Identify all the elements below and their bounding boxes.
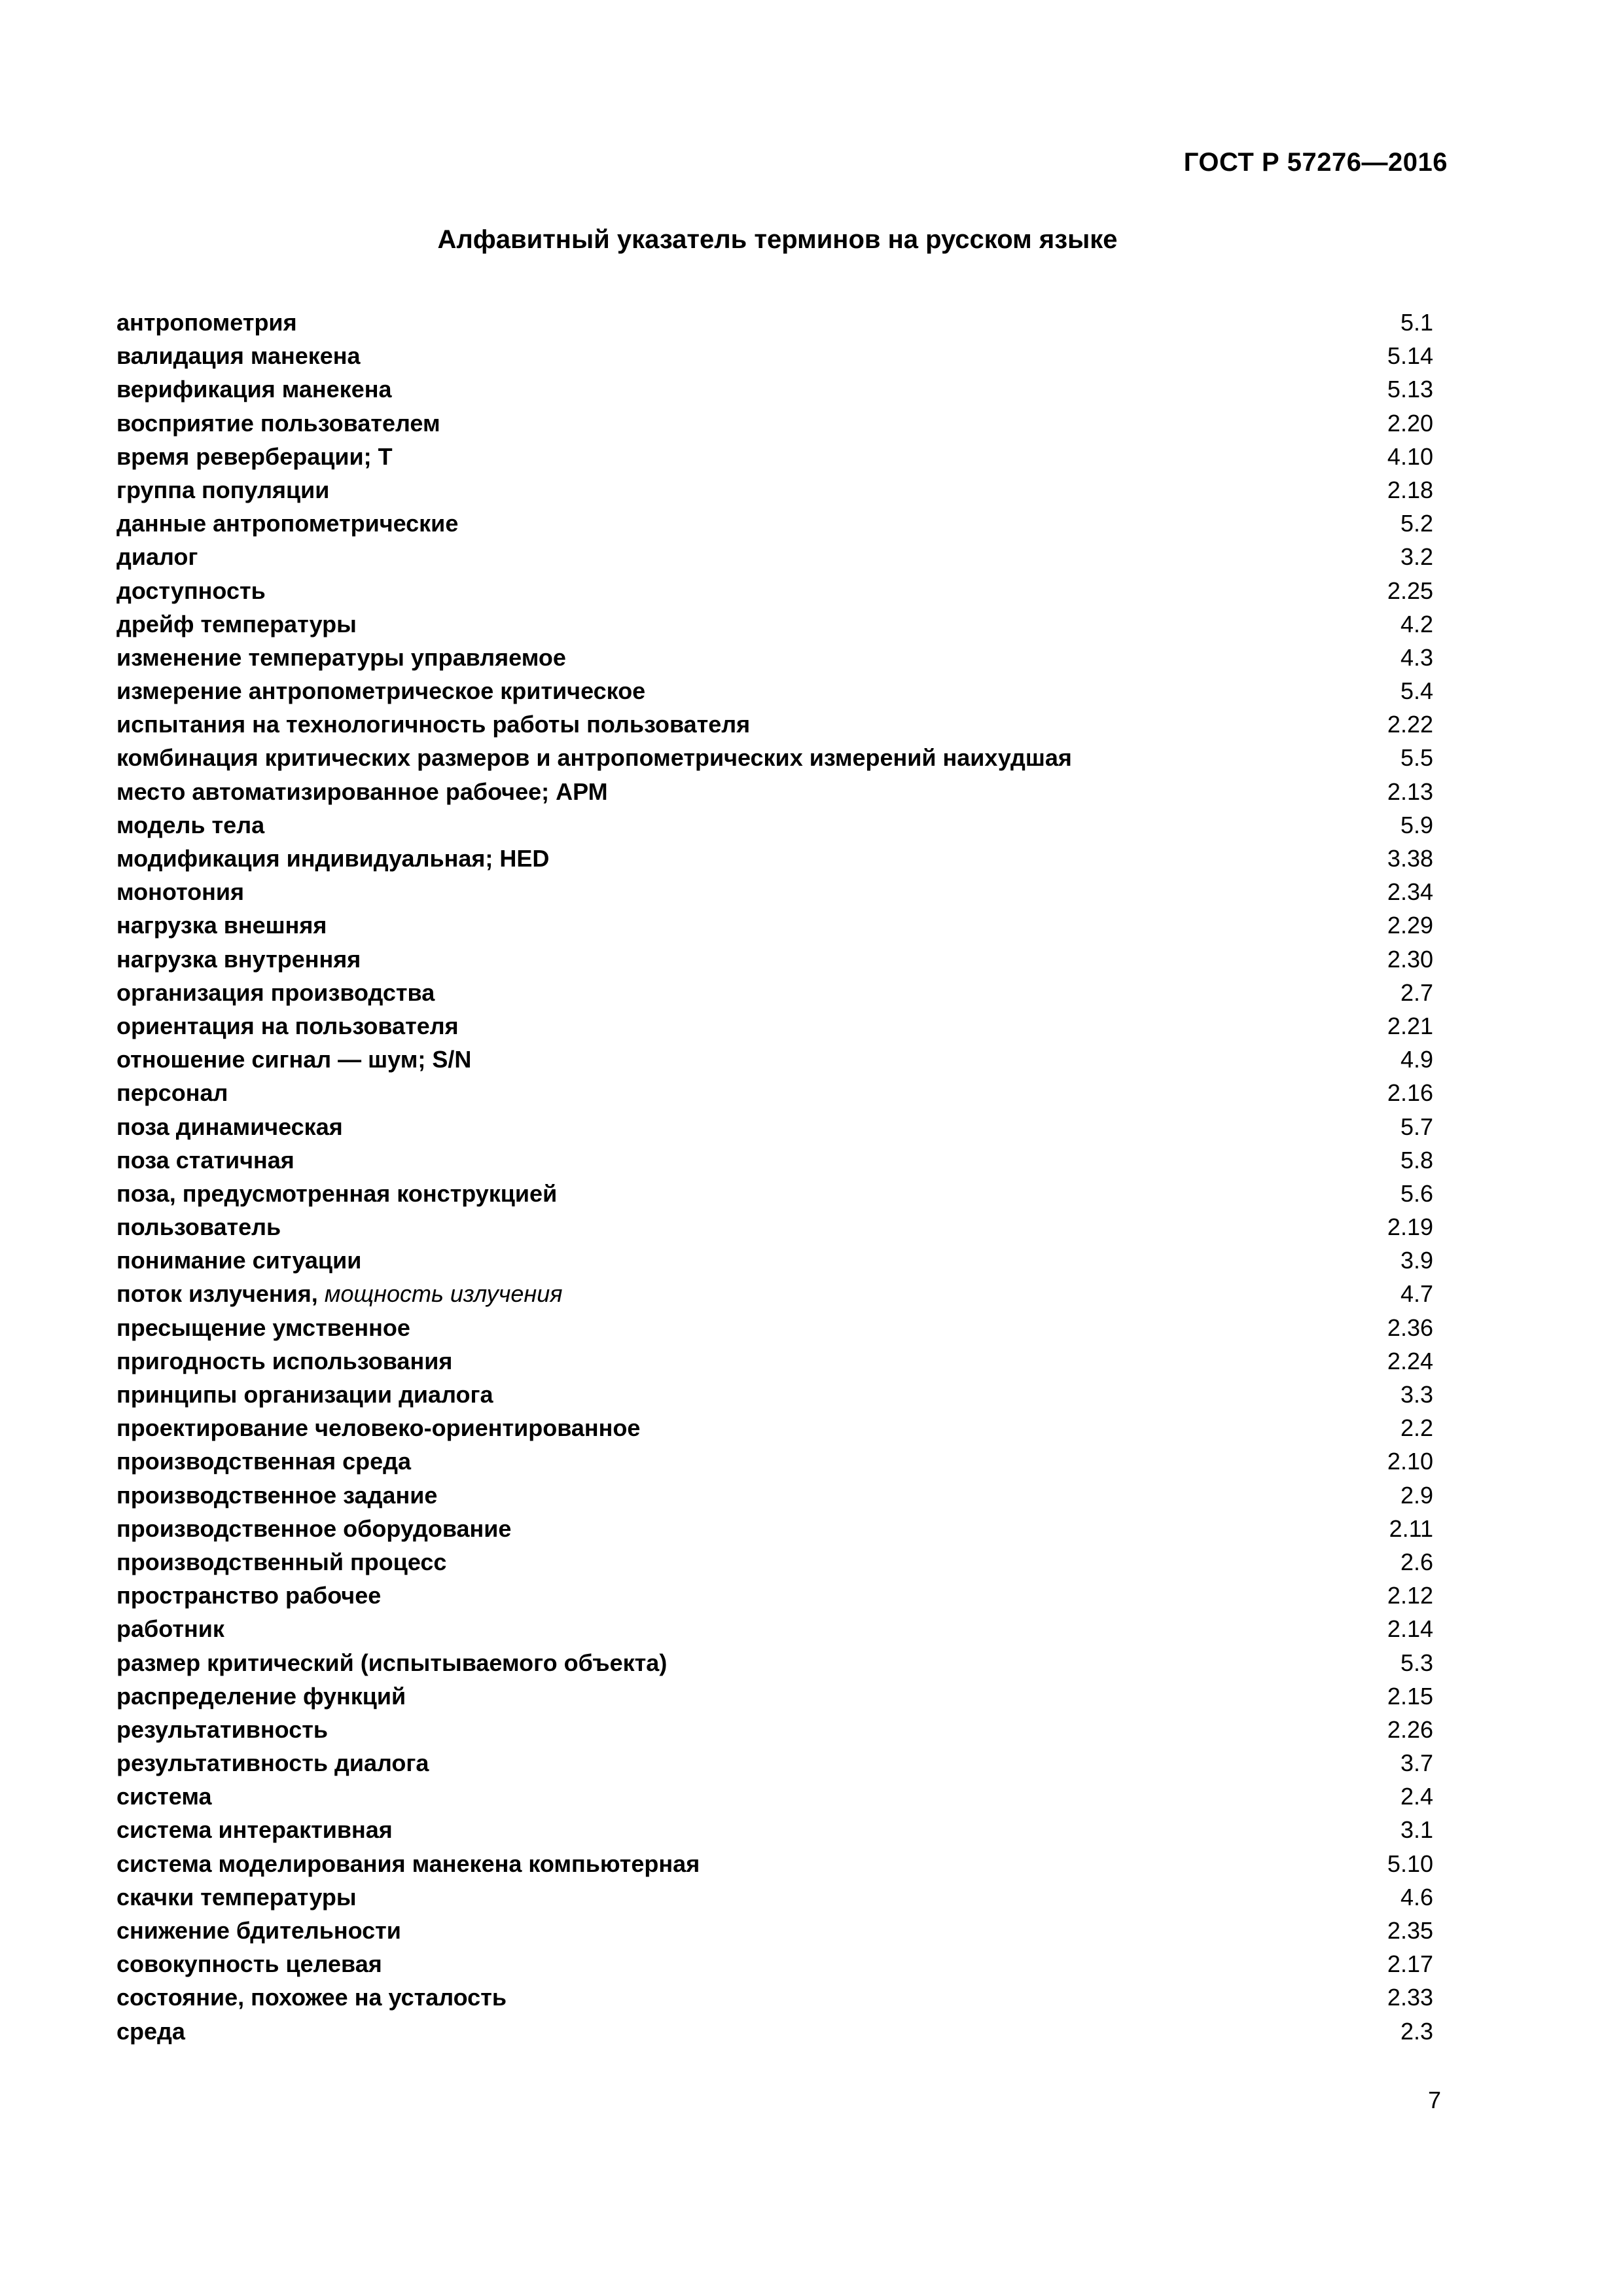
index-term-text: поза, предусмотренная конструкцией (116, 1179, 558, 1207)
index-reference: 2.33 (1387, 1984, 1433, 2011)
index-term (116, 406, 440, 440)
index-entry (116, 1813, 1433, 1846)
index-term (116, 1411, 640, 1444)
index-term-text: дрейф температуры (116, 610, 357, 637)
index-term-text: скачки температуры (116, 1883, 357, 1910)
index-reference: 2.25 (1387, 577, 1433, 604)
index-term-text: нагрузка внутренняя (116, 945, 361, 973)
index-term (116, 1076, 228, 1109)
index-term (116, 1479, 437, 1512)
index-term-text: система интерактивная (116, 1816, 393, 1844)
index-term-text: восприятие пользователем (116, 409, 440, 437)
index-term-text: производственное задание (116, 1481, 438, 1509)
index-term-text: верификация манекена (116, 376, 392, 403)
index-reference: 2.35 (1387, 1917, 1433, 1944)
index-term (116, 339, 361, 372)
index-term (116, 1244, 361, 1277)
index-term (116, 976, 435, 1009)
index-term (116, 1780, 212, 1813)
index-reference: 4.10 (1387, 442, 1433, 470)
index-term (116, 1378, 493, 1411)
index-term-text: испытания на технологичность работы пользователя (116, 711, 751, 738)
index-entry (116, 1679, 1433, 1713)
index-term-text: распределение функций (116, 1682, 406, 1710)
index-term-text: комбинация критических размеров и антропометрических измерений наихудшая (116, 744, 1072, 772)
index-term-text: антропометрия (116, 309, 297, 336)
index-reference: 3.38 (1387, 845, 1433, 872)
index-reference: 5.1 (1400, 309, 1433, 336)
index-term-text: система моделирования манекена компьютерная (116, 1850, 700, 1877)
index-entry (116, 908, 1433, 942)
index-term (116, 775, 608, 808)
index-reference: 3.3 (1400, 1381, 1433, 1408)
index-term-text: измерение антропометрическое критическое (116, 677, 646, 705)
index-reference: 5.6 (1400, 1179, 1433, 1207)
index-reference: 4.3 (1400, 643, 1433, 671)
index-entry (116, 306, 1433, 339)
index-entry (116, 976, 1433, 1009)
index-reference: 3.7 (1400, 1749, 1433, 1777)
index-reference: 2.22 (1387, 711, 1433, 738)
index-term-text: результативность (116, 1715, 328, 1743)
index-entry (116, 1512, 1433, 1545)
index-reference: 3.1 (1400, 1816, 1433, 1844)
index-term (116, 507, 458, 540)
index-reference: 5.13 (1387, 376, 1433, 403)
index-reference: 5.14 (1387, 342, 1433, 370)
index-term-text: производственное оборудование (116, 1515, 512, 1542)
index-entry (116, 1009, 1433, 1043)
index-term (116, 1210, 281, 1244)
index-term-text: пространство рабочее (116, 1582, 382, 1609)
index-term-text: работник (116, 1615, 224, 1643)
index-term-text: пользователь (116, 1213, 281, 1241)
index-term-text: понимание ситуации (116, 1247, 362, 1274)
index-term (116, 574, 266, 607)
index-term (116, 1947, 382, 1981)
term-index (116, 306, 1433, 2048)
index-reference: 5.8 (1400, 1146, 1433, 1174)
index-term-text: персонал (116, 1079, 228, 1107)
index-term-text: снижение бдительности (116, 1917, 401, 1944)
index-term (116, 741, 1072, 774)
index-entry (116, 1110, 1433, 1143)
index-term (116, 875, 244, 908)
index-term (116, 607, 357, 641)
index-entry (116, 775, 1433, 808)
index-term (116, 1043, 471, 1076)
index-term-text: проектирование человеко-ориентированное (116, 1414, 641, 1442)
index-term (116, 1746, 429, 1780)
index-term (116, 1880, 357, 1914)
index-term-text: совокупность целевая (116, 1950, 382, 1978)
index-term-text: модель тела (116, 811, 265, 838)
index-entry (116, 339, 1433, 372)
index-entry (116, 406, 1433, 440)
index-reference: 4.6 (1400, 1883, 1433, 1910)
index-entry (116, 1143, 1433, 1177)
index-reference: 2.24 (1387, 1347, 1433, 1374)
index-term-text: время реверберации; T (116, 442, 393, 470)
index-term (116, 2015, 185, 2048)
index-entry (116, 1981, 1433, 2014)
index-entry (116, 507, 1433, 540)
index-term-text: ориентация на пользователя (116, 1012, 459, 1039)
index-entry (116, 1210, 1433, 1244)
index-term (116, 1646, 667, 1679)
index-reference: 2.3 (1400, 2017, 1433, 2045)
index-term (116, 842, 549, 875)
index-entry (116, 473, 1433, 507)
index-entry (116, 372, 1433, 406)
index-term (116, 440, 393, 473)
index-term (116, 540, 198, 573)
index-entry (116, 1277, 1433, 1310)
index-entry (116, 1177, 1433, 1210)
index-reference: 2.26 (1387, 1715, 1433, 1743)
index-entry (116, 1713, 1433, 1746)
index-reference: 2.7 (1400, 978, 1433, 1006)
index-reference: 5.4 (1400, 677, 1433, 705)
index-term (116, 1512, 511, 1545)
index-term-text: пригодность использования (116, 1347, 453, 1374)
index-term-text: результативность диалога (116, 1749, 429, 1777)
index-entry (116, 1545, 1433, 1579)
index-entry (116, 808, 1433, 842)
index-term-text: отношение сигнал — шум; S/N (116, 1046, 472, 1073)
index-term-text: состояние, похожее на усталость (116, 1984, 507, 2011)
index-term-text: группа популяции (116, 476, 330, 503)
index-term (116, 808, 264, 842)
index-entry (116, 574, 1433, 607)
index-reference: 5.2 (1400, 510, 1433, 537)
index-term (116, 674, 645, 708)
page-title: Алфавитный указатель терминов на русском языке (437, 225, 1118, 254)
index-reference: 3.9 (1400, 1247, 1433, 1274)
index-entry (116, 1479, 1433, 1512)
index-term (116, 473, 329, 507)
index-term-text: место автоматизированное рабочее; АРМ (116, 778, 608, 805)
index-reference: 2.30 (1387, 945, 1433, 973)
index-reference: 2.12 (1387, 1582, 1433, 1609)
index-reference: 4.2 (1400, 610, 1433, 637)
index-term (116, 1713, 328, 1746)
index-term-text: среда (116, 2017, 185, 2045)
index-entry (116, 1746, 1433, 1780)
index-entry (116, 1311, 1433, 1344)
index-entry (116, 1847, 1433, 1880)
index-entry (116, 1076, 1433, 1109)
index-reference: 2.18 (1387, 476, 1433, 503)
index-entry (116, 607, 1433, 641)
index-term-text: диалог (116, 543, 198, 571)
index-term (116, 942, 361, 976)
index-term-text: производственный процесс (116, 1548, 447, 1575)
index-entry (116, 1612, 1433, 1645)
index-entry (116, 440, 1433, 473)
index-reference: 2.11 (1389, 1515, 1433, 1542)
index-reference: 4.9 (1400, 1046, 1433, 1073)
index-entry (116, 1411, 1433, 1444)
index-reference: 4.7 (1400, 1280, 1433, 1308)
index-term-text: пресыщение умственное (116, 1314, 410, 1341)
index-entry (116, 942, 1433, 976)
index-term-text: размер критический (испытываемого объекта) (116, 1649, 668, 1676)
index-reference: 2.15 (1387, 1682, 1433, 1710)
index-entry (116, 1043, 1433, 1076)
index-term-text: система (116, 1783, 212, 1810)
index-reference: 2.20 (1387, 409, 1433, 437)
index-entry (116, 1780, 1433, 1813)
index-term (116, 306, 297, 339)
index-reference: 2.34 (1387, 878, 1433, 906)
index-reference: 3.2 (1400, 543, 1433, 571)
index-entry (116, 1378, 1433, 1411)
index-term-text: нагрузка внешняя (116, 912, 327, 939)
index-entry (116, 842, 1433, 875)
index-reference: 2.2 (1400, 1414, 1433, 1442)
index-term-text: принципы организации диалога (116, 1381, 493, 1408)
index-term (116, 1177, 557, 1210)
index-term-note: мощность излучения (324, 1280, 563, 1308)
index-entry (116, 1880, 1433, 1914)
index-entry (116, 1646, 1433, 1679)
index-entry (116, 540, 1433, 573)
index-term-text: данные антропометрические (116, 510, 459, 537)
index-entry (116, 1344, 1433, 1378)
index-reference: 2.9 (1400, 1481, 1433, 1509)
index-term-text: модификация индивидуальная; HED (116, 845, 550, 872)
index-reference: 2.6 (1400, 1548, 1433, 1575)
index-entry (116, 1947, 1433, 1981)
index-term (116, 1612, 224, 1645)
index-term-text: доступность (116, 577, 266, 604)
index-term (116, 372, 392, 406)
index-term-text: изменение температуры управляемое (116, 643, 566, 671)
index-term (116, 1847, 700, 1880)
index-term (116, 1344, 452, 1378)
index-reference: 2.14 (1387, 1615, 1433, 1643)
index-reference: 5.7 (1400, 1113, 1433, 1140)
index-reference: 5.3 (1400, 1649, 1433, 1676)
index-term (116, 1813, 393, 1846)
index-term (116, 1277, 562, 1310)
index-reference: 5.9 (1400, 811, 1433, 838)
index-term (116, 1679, 406, 1713)
index-term (116, 1143, 294, 1177)
index-reference: 5.10 (1387, 1850, 1433, 1877)
index-term (116, 1444, 411, 1478)
index-entry (116, 1244, 1433, 1277)
index-term-text: поза динамическая (116, 1113, 343, 1140)
index-reference: 2.4 (1400, 1783, 1433, 1810)
index-entry (116, 875, 1433, 908)
index-term (116, 908, 327, 942)
index-term-text: поза статичная (116, 1146, 294, 1174)
index-term (116, 708, 750, 741)
index-term (116, 1579, 381, 1612)
index-reference: 2.16 (1387, 1079, 1433, 1107)
index-term-text: производственная среда (116, 1448, 412, 1475)
index-reference: 2.17 (1387, 1950, 1433, 1978)
index-entry (116, 641, 1433, 674)
index-term (116, 1009, 459, 1043)
page-number: 7 (1427, 2087, 1441, 2113)
index-reference: 2.36 (1387, 1314, 1433, 1341)
index-term-text: организация производства (116, 978, 435, 1006)
index-term (116, 1981, 507, 2014)
index-reference: 2.13 (1387, 778, 1433, 805)
index-reference: 2.29 (1387, 912, 1433, 939)
index-entry (116, 1579, 1433, 1612)
index-reference: 2.19 (1387, 1213, 1433, 1241)
index-term (116, 1110, 343, 1143)
document-code: ГОСТ Р 57276—2016 (1183, 148, 1448, 177)
index-term (116, 1545, 446, 1579)
index-term (116, 1311, 410, 1344)
index-term-text: поток излучения, (116, 1280, 318, 1308)
index-reference: 2.10 (1387, 1448, 1433, 1475)
index-entry (116, 741, 1433, 774)
index-term (116, 1914, 401, 1947)
index-term (116, 641, 566, 674)
index-entry (116, 1914, 1433, 1947)
index-reference: 5.5 (1400, 744, 1433, 772)
index-entry (116, 2015, 1433, 2048)
index-reference: 2.21 (1387, 1012, 1433, 1039)
index-entry (116, 1444, 1433, 1478)
index-term-text: валидация манекена (116, 342, 361, 370)
index-entry (116, 674, 1433, 708)
index-term-text: монотония (116, 878, 245, 906)
index-entry (116, 708, 1433, 741)
